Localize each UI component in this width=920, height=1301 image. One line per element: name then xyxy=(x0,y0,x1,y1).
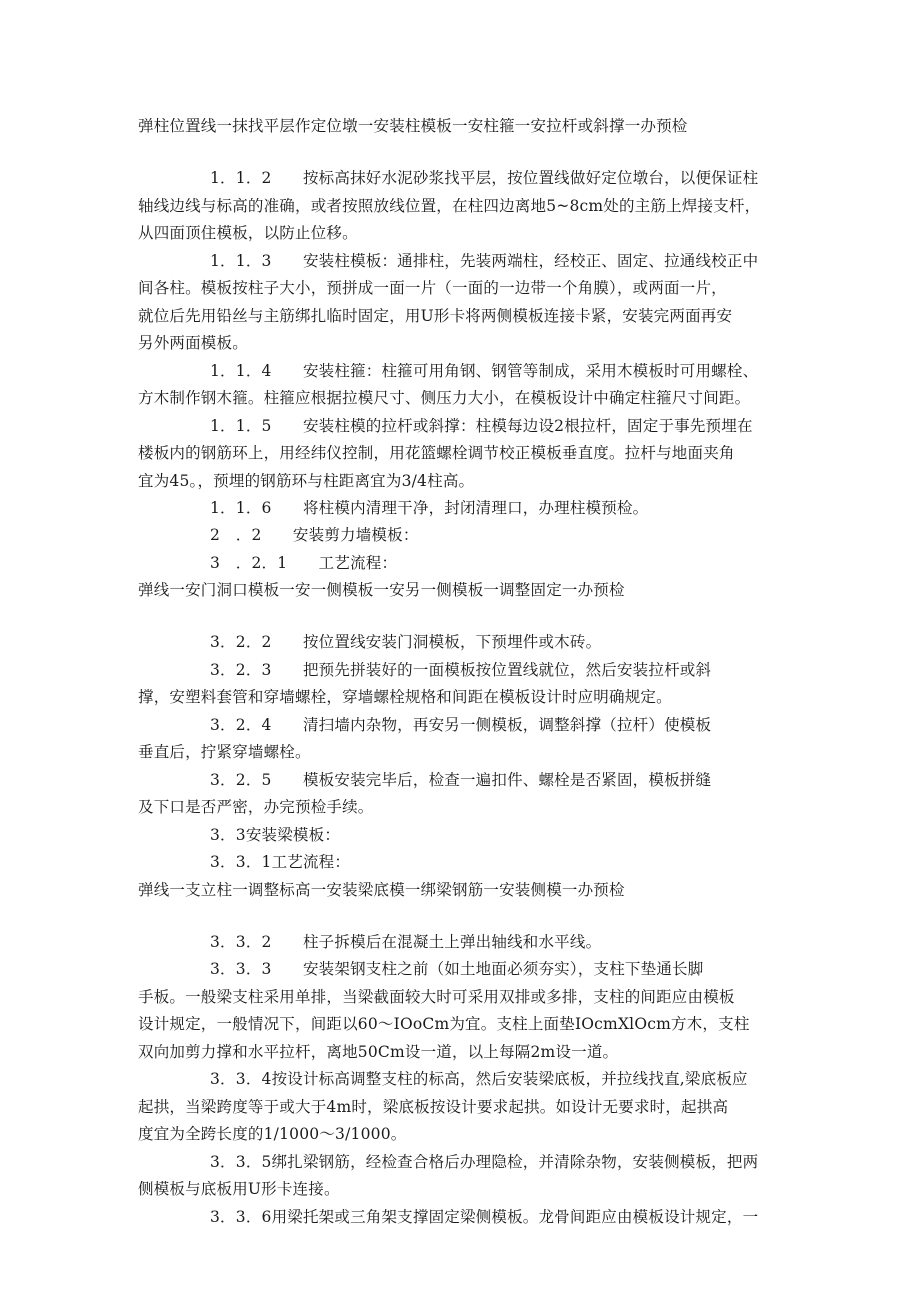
text-line: 3．3．5绑扎梁钢筋，经检查合格后办理隐检，并清除杂物，安装侧模板，把两 xyxy=(210,1153,759,1171)
text-line: 1．1．5 安装柱模的拉杆或斜撑：柱模每边设2根拉杆，固定于事先预埋在 xyxy=(210,417,753,435)
text-line: 手板。一般梁支柱采用单排，当梁截面较大时可采用双排或多排，支柱的间距应由模板 xyxy=(138,988,735,1006)
text-line: 3．3．6用梁托架或三角架支撑固定梁侧模板。龙骨间距应由模板设计规定，一 xyxy=(210,1208,759,1226)
text-line: 宜为45。，预埋的钢筋环与柱距离宜为3/4柱高。 xyxy=(138,472,475,490)
text-line: 1．1．2 按标高抹好水泥砂浆找平层，按位置线做好定位墩台，以便保证柱 xyxy=(210,169,759,187)
text-line: 起拱，当梁跨度等于或大于4m时，梁底板按设计要求起拱。如设计无要求时，起拱高 xyxy=(138,1098,729,1116)
text-line: 从四面顶住模板，以防止位移。 xyxy=(138,224,358,242)
text-line: 撑，安塑料套管和穿墙螺栓，穿墙螺栓规格和间距在模板设计时应明确规定。 xyxy=(138,688,672,706)
text-line: 2 ．2 安装剪力墙模板： xyxy=(210,526,419,544)
text-line: 就位后先用铅丝与主筋绑扎临时固定，用U形卡将两侧模板连接卡紧，安装完两面再安 xyxy=(138,307,733,325)
text-line: 轴线边线与标高的准确，或者按照放线位置，在柱四边离地5~8cm处的主筋上焊接支杆， xyxy=(138,197,761,215)
text-line: 弹线一支立柱一调整标高一安装梁底模一绑梁钢筋一安装侧模一办预检 xyxy=(138,881,625,899)
text-line: 设计规定，一般情况下，间距以60～IOoCm为宜。支柱上面垫IOcmXlOcm方木，支柱 xyxy=(138,1015,750,1033)
text-line: 楼板内的钢筋环上，用经纬仪控制，用花篮螺栓调节校正模板垂直度。拉杆与地面夹角 xyxy=(138,444,735,462)
text-line: 3．3．3 安装架钢支柱之前（如土地面必须夯实），支柱下垫通长脚 xyxy=(210,960,704,978)
text-line: 3．3．2 柱子拆模后在混凝土上弹出轴线和水平线。 xyxy=(210,933,602,951)
text-line: 3．2．3 把预先拼装好的一面模板按位置线就位，然后安装拉杆或斜 xyxy=(210,661,712,679)
text-line: 双向加剪力撑和水平拉杆，离地50Cm设一道，以上每隔2m设一道。 xyxy=(138,1043,619,1061)
text-line: 3．2．4 清扫墙内杂物，再安另一侧模板，调整斜撑（拉杆）使模板 xyxy=(210,716,712,734)
text-line: 1．1．3 安装柱模板：通排柱，先装两端柱，经校正、固定、拉通线校正中 xyxy=(210,252,759,270)
text-line: 方木制作钢木箍。柱箍应根据拉模尺寸、侧压力大小，在模板设计中确定柱箍尺寸间距。 xyxy=(138,389,751,407)
text-line: 垂直后，拧紧穿墙螺栓。 xyxy=(138,743,311,761)
text-line: 间各柱。模板按柱子大小，预拼成一面一片（一面的一边带一个角膜），或两面一片， xyxy=(138,279,727,297)
text-line: 3．2．5 模板安装完毕后，检查一遍扣件、螺栓是否紧固，模板拼缝 xyxy=(210,771,712,789)
text-line: 度宜为全跨长度的1/1000～3/1000。 xyxy=(138,1125,407,1143)
text-line: 弹柱位置线一抹找平层作定位墩一安装柱模板一安柱箍一安拉杆或斜撑一办预检 xyxy=(138,117,688,135)
text-line: 1．1．6 将柱模内清理干净，封闭清理口，办理柱模预检。 xyxy=(210,499,649,517)
text-line: 3．3．1工艺流程： xyxy=(210,853,351,871)
text-line: 3 ．2．1 工艺流程： xyxy=(210,554,398,572)
text-line: 3．3安装梁模板： xyxy=(210,826,341,844)
text-line: 及下口是否严密，办完预检手续。 xyxy=(138,798,374,816)
text-line: 3．3．4按设计标高调整支柱的标高，然后安装梁底板，并拉线找直,梁底板应 xyxy=(210,1070,748,1088)
text-line: 侧模板与底板用U形卡连接。 xyxy=(138,1180,340,1198)
text-line: 另外两面模板。 xyxy=(138,334,248,352)
text-line: 弹线一安门洞口模板一安一侧模板一安另一侧模板一调整固定一办预检 xyxy=(138,581,625,599)
text-line: 3．2．2 按位置线安装门洞模板，下预埋件或木砖。 xyxy=(210,633,602,651)
text-line: 1．1．4 安装柱箍：柱箍可用角钢、钢管等制成，采用木模板时可用螺栓、 xyxy=(210,362,759,380)
